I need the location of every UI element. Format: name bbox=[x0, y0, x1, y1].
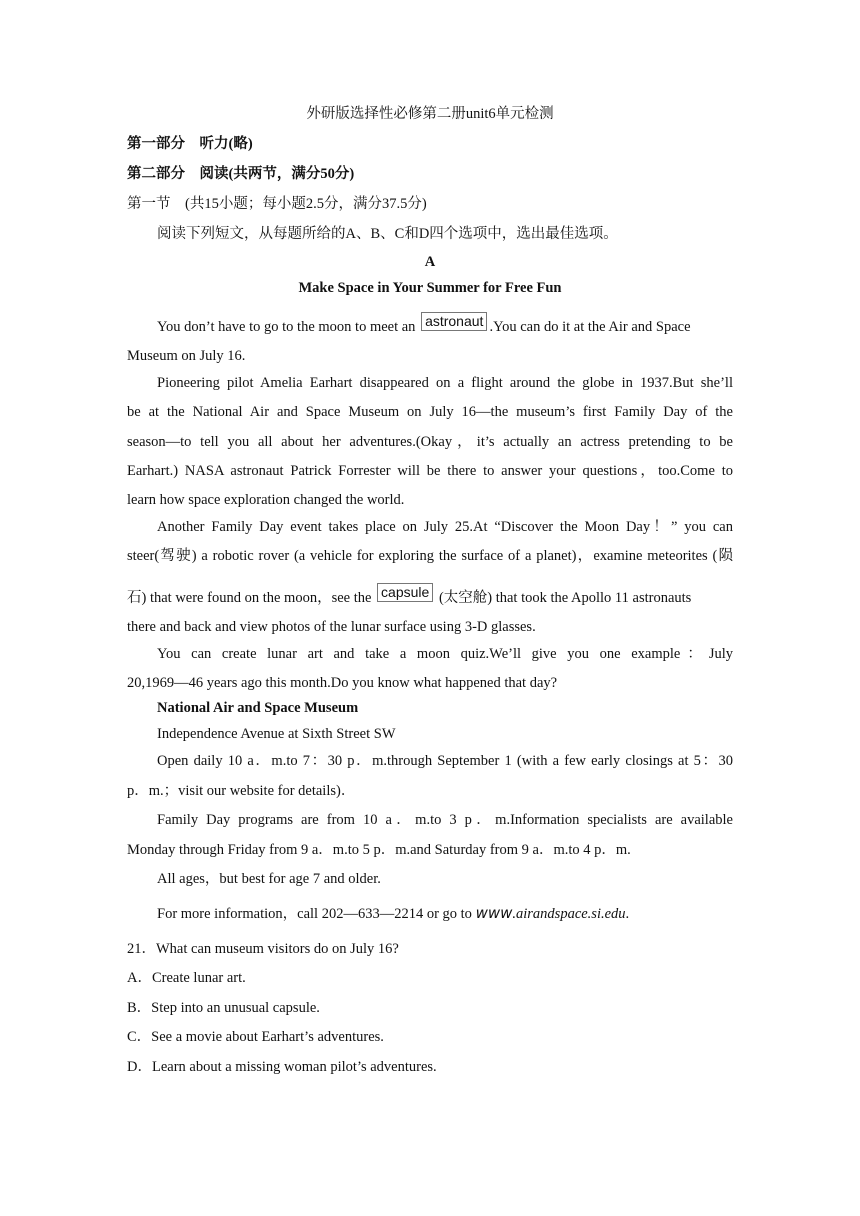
option-b: B．Step into an unusual capsule. bbox=[127, 1000, 320, 1016]
website-www: www bbox=[475, 904, 513, 922]
family-day-line-2: Monday through Friday from 9 a．m.to 5 p．m.and Saturday from 9 a．m.to 4 p．m. bbox=[127, 842, 631, 858]
paragraph-2-line-3: season—to tell you all about her adventures.(Okay，it’s actually an actress pretending to be bbox=[127, 434, 733, 450]
ages-note: All ages，but best for age 7 and older. bbox=[157, 871, 381, 887]
paragraph-2-line-1: Pioneering pilot Amelia Earhart disappeared on a flight around the globe in 1937.But she’ll bbox=[157, 375, 733, 391]
paragraph-3-line-2: steer(驾驶) a robotic rover (a vehicle for exploring the surface of a planet)，examine meteorites (陨 bbox=[127, 548, 733, 564]
paragraph-3-line-1: Another Family Day event takes place on July 25.At “Discover the Moon Day！” you can bbox=[157, 519, 733, 535]
family-day-line-1: Family Day programs are from 10 a．m.to 3 p．m.Information specialists are available bbox=[157, 812, 733, 828]
instruction-text: 阅读下列短文，从每题所给的A、B、C和D四个选项中，选出最佳选项。 bbox=[157, 226, 618, 242]
part-one-heading: 第一部分 听力(略) bbox=[127, 136, 253, 152]
paragraph-2-line-5: learn how space exploration changed the world. bbox=[127, 492, 405, 508]
opening-hours-line-2: p．m.；visit our website for details)． bbox=[127, 783, 356, 799]
paragraph-1-line-1 bbox=[157, 313, 733, 337]
option-c: C．See a movie about Earhart’s adventures. bbox=[127, 1029, 384, 1045]
document-title: 外研版选择性必修第二册unit6单元检测 bbox=[306, 106, 554, 122]
passage-letter: A bbox=[424, 254, 436, 270]
paragraph-2-line-4: Earhart.) NASA astronaut Patrick Forrester will be there to answer your questions，too.Come to bbox=[127, 463, 733, 479]
website-domain: .airandspace.si.edu bbox=[512, 906, 626, 922]
paragraph-4-line-2: 20,1969—46 years ago this month.Do you know what happened that day? bbox=[127, 675, 558, 691]
question-stem: 21．What can museum visitors do on July 16? bbox=[127, 941, 399, 957]
section-one-heading: 第一节 (共15小题；每小题2.5分，满分37.5分) bbox=[127, 196, 427, 212]
paragraph-1-line-2: Museum on July 16. bbox=[127, 348, 246, 364]
option-d: D．Learn about a missing woman pilot’s adventures. bbox=[127, 1059, 437, 1075]
paragraph-text: . bbox=[625, 906, 630, 922]
paragraph-4-line-1: You can create lunar art and take a moon quiz.We’ll give you one example：July bbox=[157, 646, 733, 662]
opening-hours-line-1: Open daily 10 a．m.to 7：30 p．m.through September 1 (with a few early closings at 5：30 bbox=[157, 753, 733, 769]
paragraph-text: (太空舱) that took the Apollo 11 astronauts bbox=[438, 590, 692, 606]
museum-name: National Air and Space Museum bbox=[157, 700, 359, 716]
paragraph-text: For more information，call 202—633—2214 or go to bbox=[157, 906, 476, 922]
passage-title: Make Space in Your Summer for Free Fun bbox=[298, 280, 562, 296]
paragraph-2-line-2: be at the National Air and Space Museum on July 16—the museum’s first Family Day of the bbox=[127, 404, 733, 420]
part-two-heading: 第二部分 阅读(共两节，满分50分) bbox=[127, 166, 355, 182]
more-info-line bbox=[157, 903, 733, 924]
paragraph-text: 石) that were found on the moon，see the bbox=[127, 590, 372, 606]
paragraph-3-line-3 bbox=[127, 584, 733, 608]
answer-box-capsule: capsule bbox=[377, 583, 433, 602]
option-a: A．Create lunar art. bbox=[127, 970, 246, 986]
paragraph-text: You don’t have to go to the moon to meet an bbox=[157, 319, 416, 335]
answer-box-astronaut: astronaut bbox=[421, 312, 487, 331]
paragraph-text: .You can do it at the Air and Space bbox=[489, 319, 691, 335]
museum-address: Independence Avenue at Sixth Street SW bbox=[157, 726, 396, 742]
paragraph-3-line-4: there and back and view photos of the lunar surface using 3-D glasses. bbox=[127, 619, 536, 635]
